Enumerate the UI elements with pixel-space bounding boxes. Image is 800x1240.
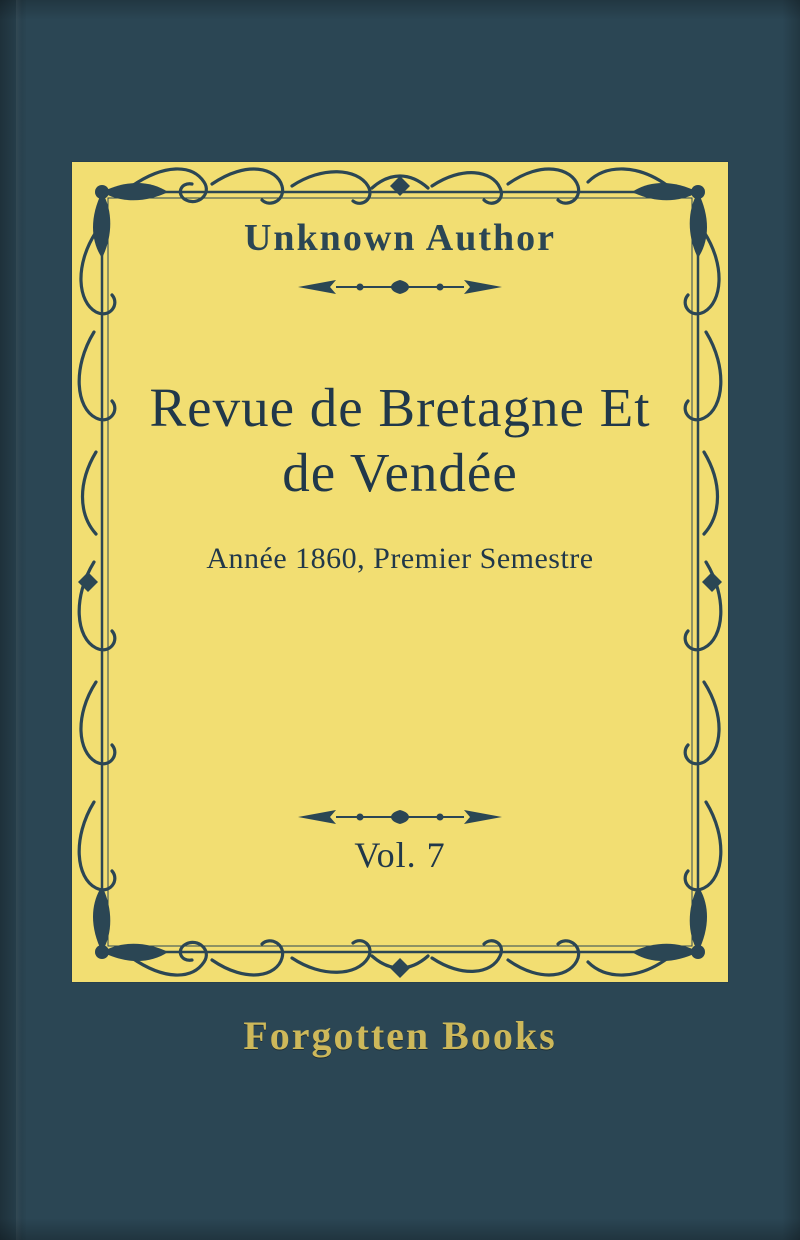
divider-ornament-bottom <box>290 806 510 828</box>
book-subtitle: Année 1860, Premier Semestre <box>206 541 594 575</box>
book-title: Revue de Bretagne Et de Vendée <box>149 376 651 503</box>
publisher-name: Forgotten Books <box>243 1013 557 1058</box>
publisher-logo <box>0 1012 800 1059</box>
cover-label-panel <box>72 162 728 982</box>
author-name: Unknown Author <box>243 217 557 259</box>
cover-top-shading <box>0 0 800 20</box>
volume-label: Vol. 7 <box>354 835 446 875</box>
cover-bottom-shading <box>0 1218 800 1240</box>
divider-ornament-top <box>290 276 510 298</box>
